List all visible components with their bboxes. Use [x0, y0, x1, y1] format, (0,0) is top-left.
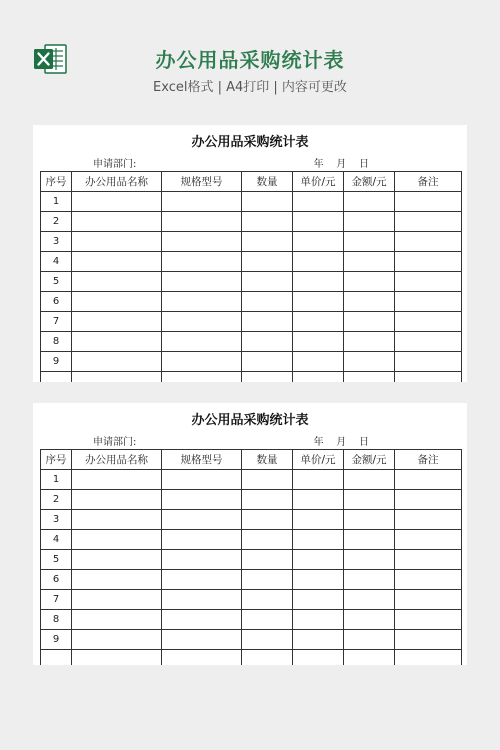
table-cell[interactable]: [344, 312, 395, 332]
table-cell[interactable]: [162, 630, 242, 650]
table-cell[interactable]: [344, 352, 395, 372]
table-cell[interactable]: [72, 312, 162, 332]
table-cell[interactable]: [293, 192, 344, 212]
table-cell[interactable]: [344, 550, 395, 570]
table-cell[interactable]: [344, 252, 395, 272]
table-cell[interactable]: [293, 292, 344, 312]
table-cell[interactable]: [242, 550, 293, 570]
table-cell[interactable]: [242, 272, 293, 292]
table-cell[interactable]: [162, 550, 242, 570]
table-row: [41, 630, 462, 650]
table-cell[interactable]: [293, 550, 344, 570]
column-header-remarks: 备注: [395, 172, 462, 192]
date-label: 年 月 日: [313, 159, 369, 170]
table-cell[interactable]: [293, 650, 344, 666]
table-cell[interactable]: [72, 650, 162, 666]
row-number: 6: [41, 570, 72, 590]
column-header-amount: 金额/元: [344, 450, 395, 470]
table-row: [41, 490, 462, 510]
table-cell[interactable]: [72, 570, 162, 590]
row-number: 5: [41, 550, 72, 570]
table-cell[interactable]: [344, 570, 395, 590]
table-cell[interactable]: [344, 292, 395, 312]
column-header-spec: 规格型号: [162, 450, 242, 470]
page-subtitle: Excel格式 | A4打印 | 内容可更改: [153, 80, 347, 95]
row-number: 7: [41, 312, 72, 332]
table-cell[interactable]: [395, 550, 462, 570]
table-row: [41, 530, 462, 550]
table-cell[interactable]: [395, 292, 462, 312]
table-row: [41, 372, 462, 383]
table-cell[interactable]: [162, 570, 242, 590]
table-cell[interactable]: [395, 192, 462, 212]
table-cell[interactable]: [242, 570, 293, 590]
table-row: [41, 352, 462, 372]
table-cell[interactable]: [72, 332, 162, 352]
table-cell[interactable]: [72, 212, 162, 232]
table-cell[interactable]: [344, 510, 395, 530]
table-cell[interactable]: [293, 332, 344, 352]
table-cell[interactable]: [72, 192, 162, 212]
column-header-index: 序号: [41, 450, 72, 470]
table-cell[interactable]: [162, 372, 242, 383]
table-cell[interactable]: [41, 650, 72, 666]
table-cell[interactable]: [395, 650, 462, 666]
table-cell[interactable]: [72, 610, 162, 630]
table-cell[interactable]: [162, 470, 242, 490]
table-cell[interactable]: [72, 550, 162, 570]
table-row: [41, 192, 462, 212]
table-cell[interactable]: [72, 272, 162, 292]
row-number: 8: [41, 332, 72, 352]
table-row: [41, 550, 462, 570]
table-cell[interactable]: [72, 352, 162, 372]
table-cell[interactable]: [162, 292, 242, 312]
table-cell[interactable]: [293, 630, 344, 650]
row-number: 9: [41, 630, 72, 650]
table-cell[interactable]: [293, 312, 344, 332]
table-cell[interactable]: [344, 212, 395, 232]
table-cell[interactable]: [162, 530, 242, 550]
table-header-row: [41, 450, 462, 470]
table-row: [41, 610, 462, 630]
table-cell[interactable]: [72, 470, 162, 490]
table-cell[interactable]: [293, 212, 344, 232]
table-cell[interactable]: [162, 252, 242, 272]
table-cell[interactable]: [162, 312, 242, 332]
column-header-amount: 金额/元: [344, 172, 395, 192]
table-row: [41, 232, 462, 252]
row-number: 4: [41, 530, 72, 550]
table-cell[interactable]: [344, 192, 395, 212]
table-cell[interactable]: [395, 610, 462, 630]
table-cell[interactable]: [344, 610, 395, 630]
table-cell[interactable]: [72, 490, 162, 510]
table-cell[interactable]: [242, 372, 293, 383]
row-number: 7: [41, 590, 72, 610]
row-number: 8: [41, 610, 72, 630]
row-number: 6: [41, 292, 72, 312]
table-cell[interactable]: [162, 212, 242, 232]
table-cell[interactable]: [242, 650, 293, 666]
page-title: 办公用品采购统计表: [155, 48, 345, 72]
column-header-unit-price: 单价/元: [293, 172, 344, 192]
row-number: 2: [41, 212, 72, 232]
table-cell[interactable]: [395, 570, 462, 590]
table-cell[interactable]: [242, 630, 293, 650]
row-number: 5: [41, 272, 72, 292]
table-cell[interactable]: [72, 292, 162, 312]
table-cell[interactable]: [293, 272, 344, 292]
row-number: 1: [41, 470, 72, 490]
table-cell[interactable]: [293, 610, 344, 630]
row-number: 1: [41, 192, 72, 212]
table-cell[interactable]: [242, 470, 293, 490]
table-cell[interactable]: [162, 610, 242, 630]
table-cell[interactable]: [293, 252, 344, 272]
row-number: 3: [41, 232, 72, 252]
table-cell[interactable]: [162, 332, 242, 352]
table-cell[interactable]: [395, 530, 462, 550]
column-header-remarks: 备注: [395, 450, 462, 470]
table-cell[interactable]: [242, 530, 293, 550]
column-header-item-name: 办公用品名称: [72, 172, 162, 192]
table-cell[interactable]: [242, 212, 293, 232]
table-cell[interactable]: [242, 232, 293, 252]
table-cell[interactable]: [395, 490, 462, 510]
table-row: [41, 510, 462, 530]
table-cell[interactable]: [242, 490, 293, 510]
table-row: [41, 292, 462, 312]
form-sheet-1: [33, 125, 467, 382]
table-cell[interactable]: [72, 590, 162, 610]
form-sheet-2: [33, 403, 467, 665]
table-cell[interactable]: [344, 490, 395, 510]
table-cell[interactable]: [344, 470, 395, 490]
table-cell[interactable]: [162, 510, 242, 530]
table-cell[interactable]: [72, 530, 162, 550]
table-cell[interactable]: [242, 252, 293, 272]
table-cell[interactable]: [344, 332, 395, 352]
table-cell[interactable]: [395, 212, 462, 232]
purchase-table: [40, 449, 462, 665]
department-label: 申请部门:: [93, 437, 137, 448]
table-cell[interactable]: [395, 590, 462, 610]
table-cell[interactable]: [72, 232, 162, 252]
table-cell[interactable]: [344, 272, 395, 292]
table-cell[interactable]: [344, 530, 395, 550]
table-cell[interactable]: [242, 510, 293, 530]
table-cell[interactable]: [293, 352, 344, 372]
table-cell[interactable]: [162, 490, 242, 510]
table-cell[interactable]: [242, 352, 293, 372]
table-row: [41, 212, 462, 232]
table-cell[interactable]: [242, 610, 293, 630]
table-cell[interactable]: [395, 232, 462, 252]
table-cell[interactable]: [395, 510, 462, 530]
table-cell[interactable]: [242, 312, 293, 332]
table-header-row: [41, 172, 462, 192]
table-cell[interactable]: [41, 372, 72, 383]
table-row: [41, 272, 462, 292]
column-header-item-name: 办公用品名称: [72, 450, 162, 470]
table-row: [41, 332, 462, 352]
table-cell[interactable]: [344, 372, 395, 383]
table-cell[interactable]: [293, 590, 344, 610]
table-cell[interactable]: [162, 192, 242, 212]
table-cell[interactable]: [242, 332, 293, 352]
table-cell[interactable]: [242, 590, 293, 610]
table-row: [41, 252, 462, 272]
form-title: 办公用品采购统计表: [191, 135, 309, 150]
column-header-quantity: 数量: [242, 450, 293, 470]
table-cell[interactable]: [395, 630, 462, 650]
table-cell[interactable]: [242, 192, 293, 212]
table-row: [41, 570, 462, 590]
table-cell[interactable]: [293, 470, 344, 490]
table-cell[interactable]: [162, 272, 242, 292]
table-cell[interactable]: [395, 272, 462, 292]
table-row: [41, 650, 462, 666]
column-header-unit-price: 单价/元: [293, 450, 344, 470]
table-cell[interactable]: [344, 232, 395, 252]
table-cell[interactable]: [72, 252, 162, 272]
row-number: 4: [41, 252, 72, 272]
column-header-spec: 规格型号: [162, 172, 242, 192]
table-cell[interactable]: [395, 372, 462, 383]
table-cell[interactable]: [72, 630, 162, 650]
table-cell[interactable]: [293, 510, 344, 530]
table-cell[interactable]: [395, 252, 462, 272]
column-header-quantity: 数量: [242, 172, 293, 192]
table-cell[interactable]: [162, 650, 242, 666]
table-cell[interactable]: [293, 530, 344, 550]
table-cell[interactable]: [293, 232, 344, 252]
table-row: [41, 470, 462, 490]
department-label: 申请部门:: [93, 159, 137, 170]
table-row: [41, 590, 462, 610]
table-cell[interactable]: [344, 590, 395, 610]
table-row: [41, 312, 462, 332]
table-cell[interactable]: [293, 490, 344, 510]
form-title: 办公用品采购统计表: [191, 413, 309, 428]
table-cell[interactable]: [72, 510, 162, 530]
table-cell[interactable]: [72, 372, 162, 383]
table-cell[interactable]: [395, 332, 462, 352]
row-number: 9: [41, 352, 72, 372]
column-header-index: 序号: [41, 172, 72, 192]
row-number: 3: [41, 510, 72, 530]
row-number: 2: [41, 490, 72, 510]
page-header: [0, 0, 500, 110]
table-cell[interactable]: [395, 470, 462, 490]
table-cell[interactable]: [162, 352, 242, 372]
table-cell[interactable]: [162, 590, 242, 610]
table-cell[interactable]: [293, 372, 344, 383]
table-cell[interactable]: [395, 312, 462, 332]
date-label: 年 月 日: [313, 437, 369, 448]
purchase-table: [40, 171, 462, 382]
table-cell[interactable]: [293, 570, 344, 590]
table-cell[interactable]: [242, 292, 293, 312]
table-cell[interactable]: [344, 630, 395, 650]
table-cell[interactable]: [344, 650, 395, 666]
table-cell[interactable]: [162, 232, 242, 252]
table-cell[interactable]: [395, 352, 462, 372]
